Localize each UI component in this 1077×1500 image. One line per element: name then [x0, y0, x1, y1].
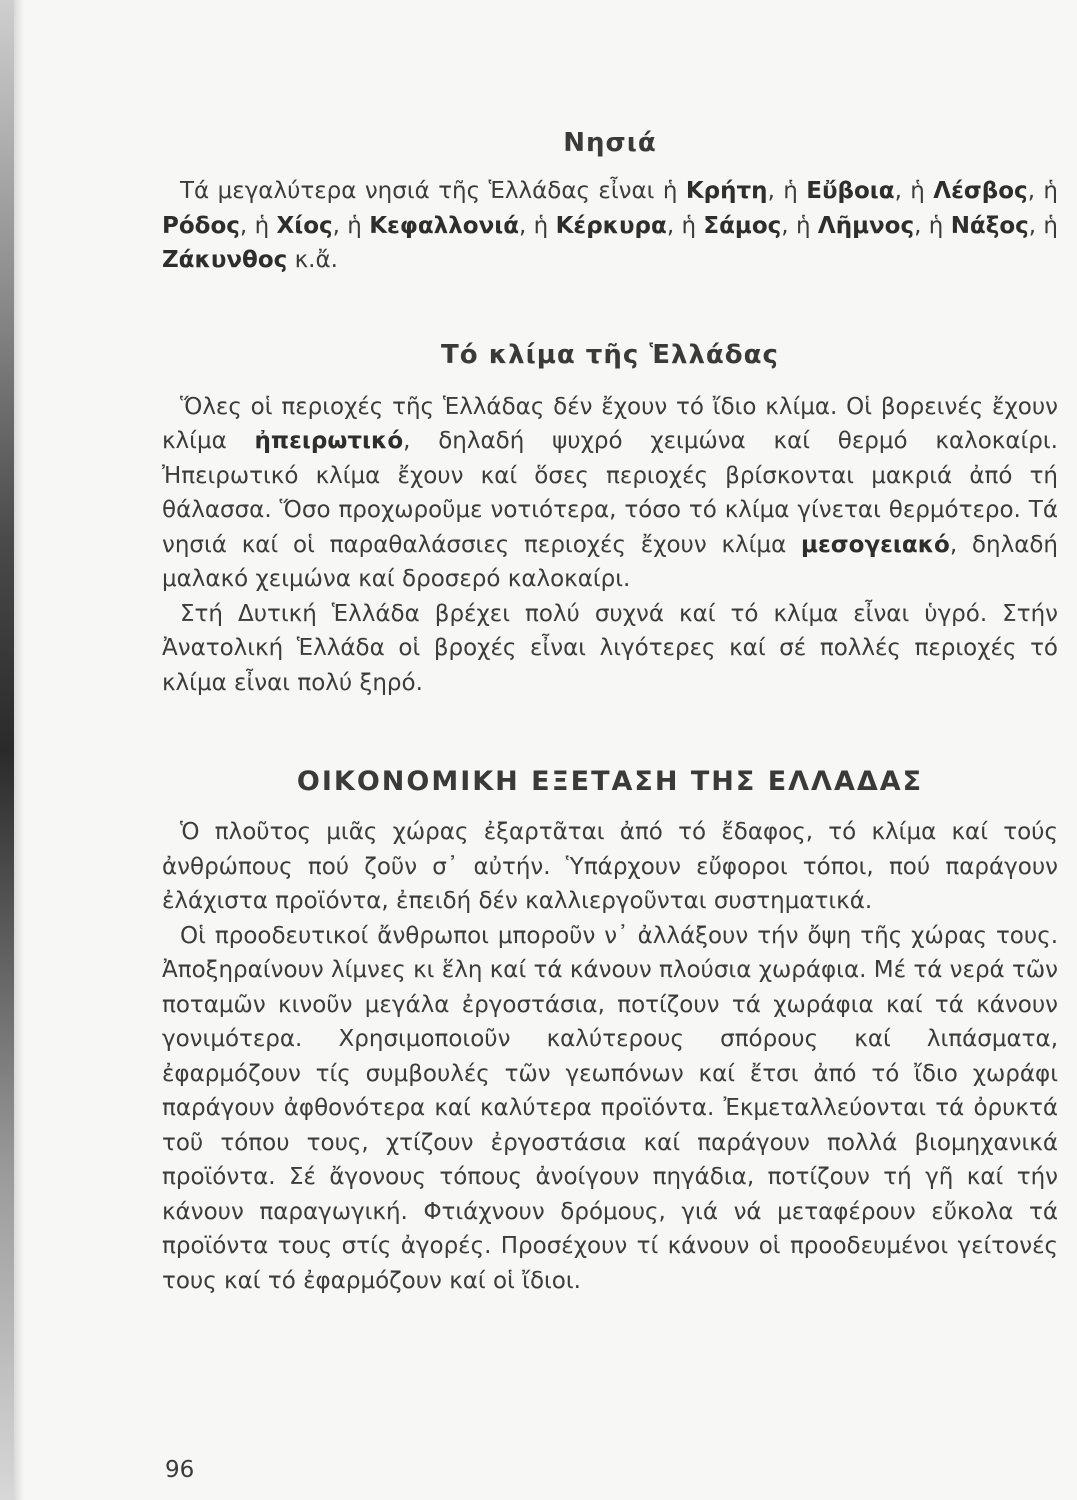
island-samos: Σάμος: [703, 212, 782, 239]
page-content: [162, 128, 1058, 1298]
climate-paragraph-1: [162, 390, 1058, 597]
climate-heading: Τό κλίμα τῆς Ἑλλάδας: [441, 339, 779, 370]
island-rhodes: Ρόδος: [162, 212, 240, 239]
islands-intro-text: Τά μεγαλύτερα νησιά τῆς Ἑλλάδας εἶναι ἡ: [180, 178, 678, 204]
climate-text-c: , δηλαδή μαλακό χειμώνα καί δροσερό καλοκαίρι.: [162, 531, 1058, 592]
islands-ending: κ.ἄ.: [294, 247, 338, 273]
climate-term-mediterranean: μεσογειακό: [801, 531, 950, 558]
economy-paragraph-2: Οἱ προοδευτικοί ἄνθρωποι μποροῦν ν᾽ ἀλλάξουν τήν ὄψη τῆς χώρας τους. Ἀποξηραίνουν λίμνες κι ἕλη καί τά κάνουν πλούσια χωράφια. Μέ τά νερά τῶν ποταμῶν κινοῦν μεγάλα ἐργοστάσια, ποτίζουν τά χωράφια καί τά κάνουν γονιμότερα. Χρησιμοποιοῦν καλύτερους σπόρους καί λιπάσματα, ἐφαρμόζουν τίς συμβουλές τῶν γεωπόνων καί ἔτσι ἀπό τό ἴδιο χωράφι παράγουν ἀφθονότερα καί καλύτερα προϊόντα. Ἐκμεταλλεύονται τά ὀρυκτά τοῦ τόπου τους, χτίζουν ἐργοστάσια καί παράγουν πολλά βιομηχανικά προϊόντα. Σέ ἄγονους τόπους ἀνοίγουν πηγάδια, ποτίζουν τή γῆ καί τήν κάνουν παραγωγική. Φτιάχνουν δρόμους, γιά νά μεταφέρουν εὔκολα τά προϊόντα τους στίς ἀγορές. Προσέχουν τί κάνουν οἱ προοδευμένοι γείτονές τους καί τό ἐφαρμόζουν καί οἱ ἴδιοι.: [162, 922, 1058, 1294]
island-euboea: Εὔβοια: [806, 178, 895, 204]
economy-heading: ΟΙΚΟΝΟΜΙΚΗ ΕΞΕΤΑΣΗ ΤΗΣ ΕΛΛΑΔΑΣ: [296, 766, 924, 797]
island-chios: Χίος: [276, 212, 333, 239]
climate-paragraph-2: Στή Δυτική Ἑλλάδα βρέχει πολύ συχνά καί τό κλίμα εἶναι ὑγρό. Στήν Ἀνατολική Ἑλλάδα οἱ βροχές εἶναι λιγότερες καί σέ πολλές περιοχές τό κλίμα εἶναι πολύ ξηρό.: [162, 600, 1058, 696]
page-number: 96: [165, 1457, 195, 1483]
climate-term-continental: ἠπειρωτικό: [254, 428, 404, 454]
page-edge-photo: [0, 0, 14, 1500]
island-kefalonia: Κεφαλλονιά: [369, 212, 519, 239]
page-edge-shadow: [14, 0, 24, 1500]
economy-paragraph-1: Ὁ πλοῦτος μιᾶς χώρας ἐξαρτᾶται ἀπό τό ἔδαφος, τό κλίμα καί τούς ἀνθρώπους πού ζοῦν σ᾽ αὐτήν. Ὑπάρχουν εὔφοροι τόποι, πού παράγουν ἐλάχιστα προϊόντα, ἐπειδή δέν καλλιεργοῦνται συστηματικά.: [162, 819, 1058, 914]
island-naxos: Νάξος: [950, 212, 1029, 239]
islands-heading: Νησιά: [563, 128, 657, 158]
islands-paragraph: Τά μεγαλύτερα νησιά τῆς Ἑλλάδας εἶναι ἡ Κρήτη, ἡ Εὔβοια, ἡ Λέσβος, ἡ Ρόδος, ἡ Χίος, ἡ Κεφαλλονιά, ἡ Κέρκυρα, ἡ Σάμος, ἡ Λῆμνος, ἡ Νάξος, ἡ Ζάκυνθος κ.ἄ.: [162, 178, 1059, 273]
island-corfu: Κέρκυρα: [555, 212, 667, 239]
island-lemnos: Λῆμνος: [817, 212, 915, 239]
climate-text-a: Ὅλες οἱ περιοχές τῆς Ἑλλάδας δέν ἔχουν τό ἴδιο κλίμα. Οἱ βορεινές ἔχουν κλίμα: [162, 393, 1058, 454]
climate-text-b: , δηλαδή ψυχρό χειμώνα καί θερμό καλοκαίρι. Ἠπειρωτικό κλίμα ἔχουν καί ὅσες περιοχές βρίσκονται μακριά ἀπό τή θάλασσα. Ὅσο προχωροῦμε νοτιότερα, τόσο τό κλίμα γίνεται θερμότερο. Τά νησιά καί οἱ παραθαλάσσιες περιοχές ἔχουν κλίμα: [162, 428, 1058, 558]
island-lesbos: Λέσβος: [933, 178, 1028, 204]
island-crete: Κρήτη: [685, 178, 768, 204]
island-zakynthos: Ζάκυνθος: [162, 247, 288, 273]
